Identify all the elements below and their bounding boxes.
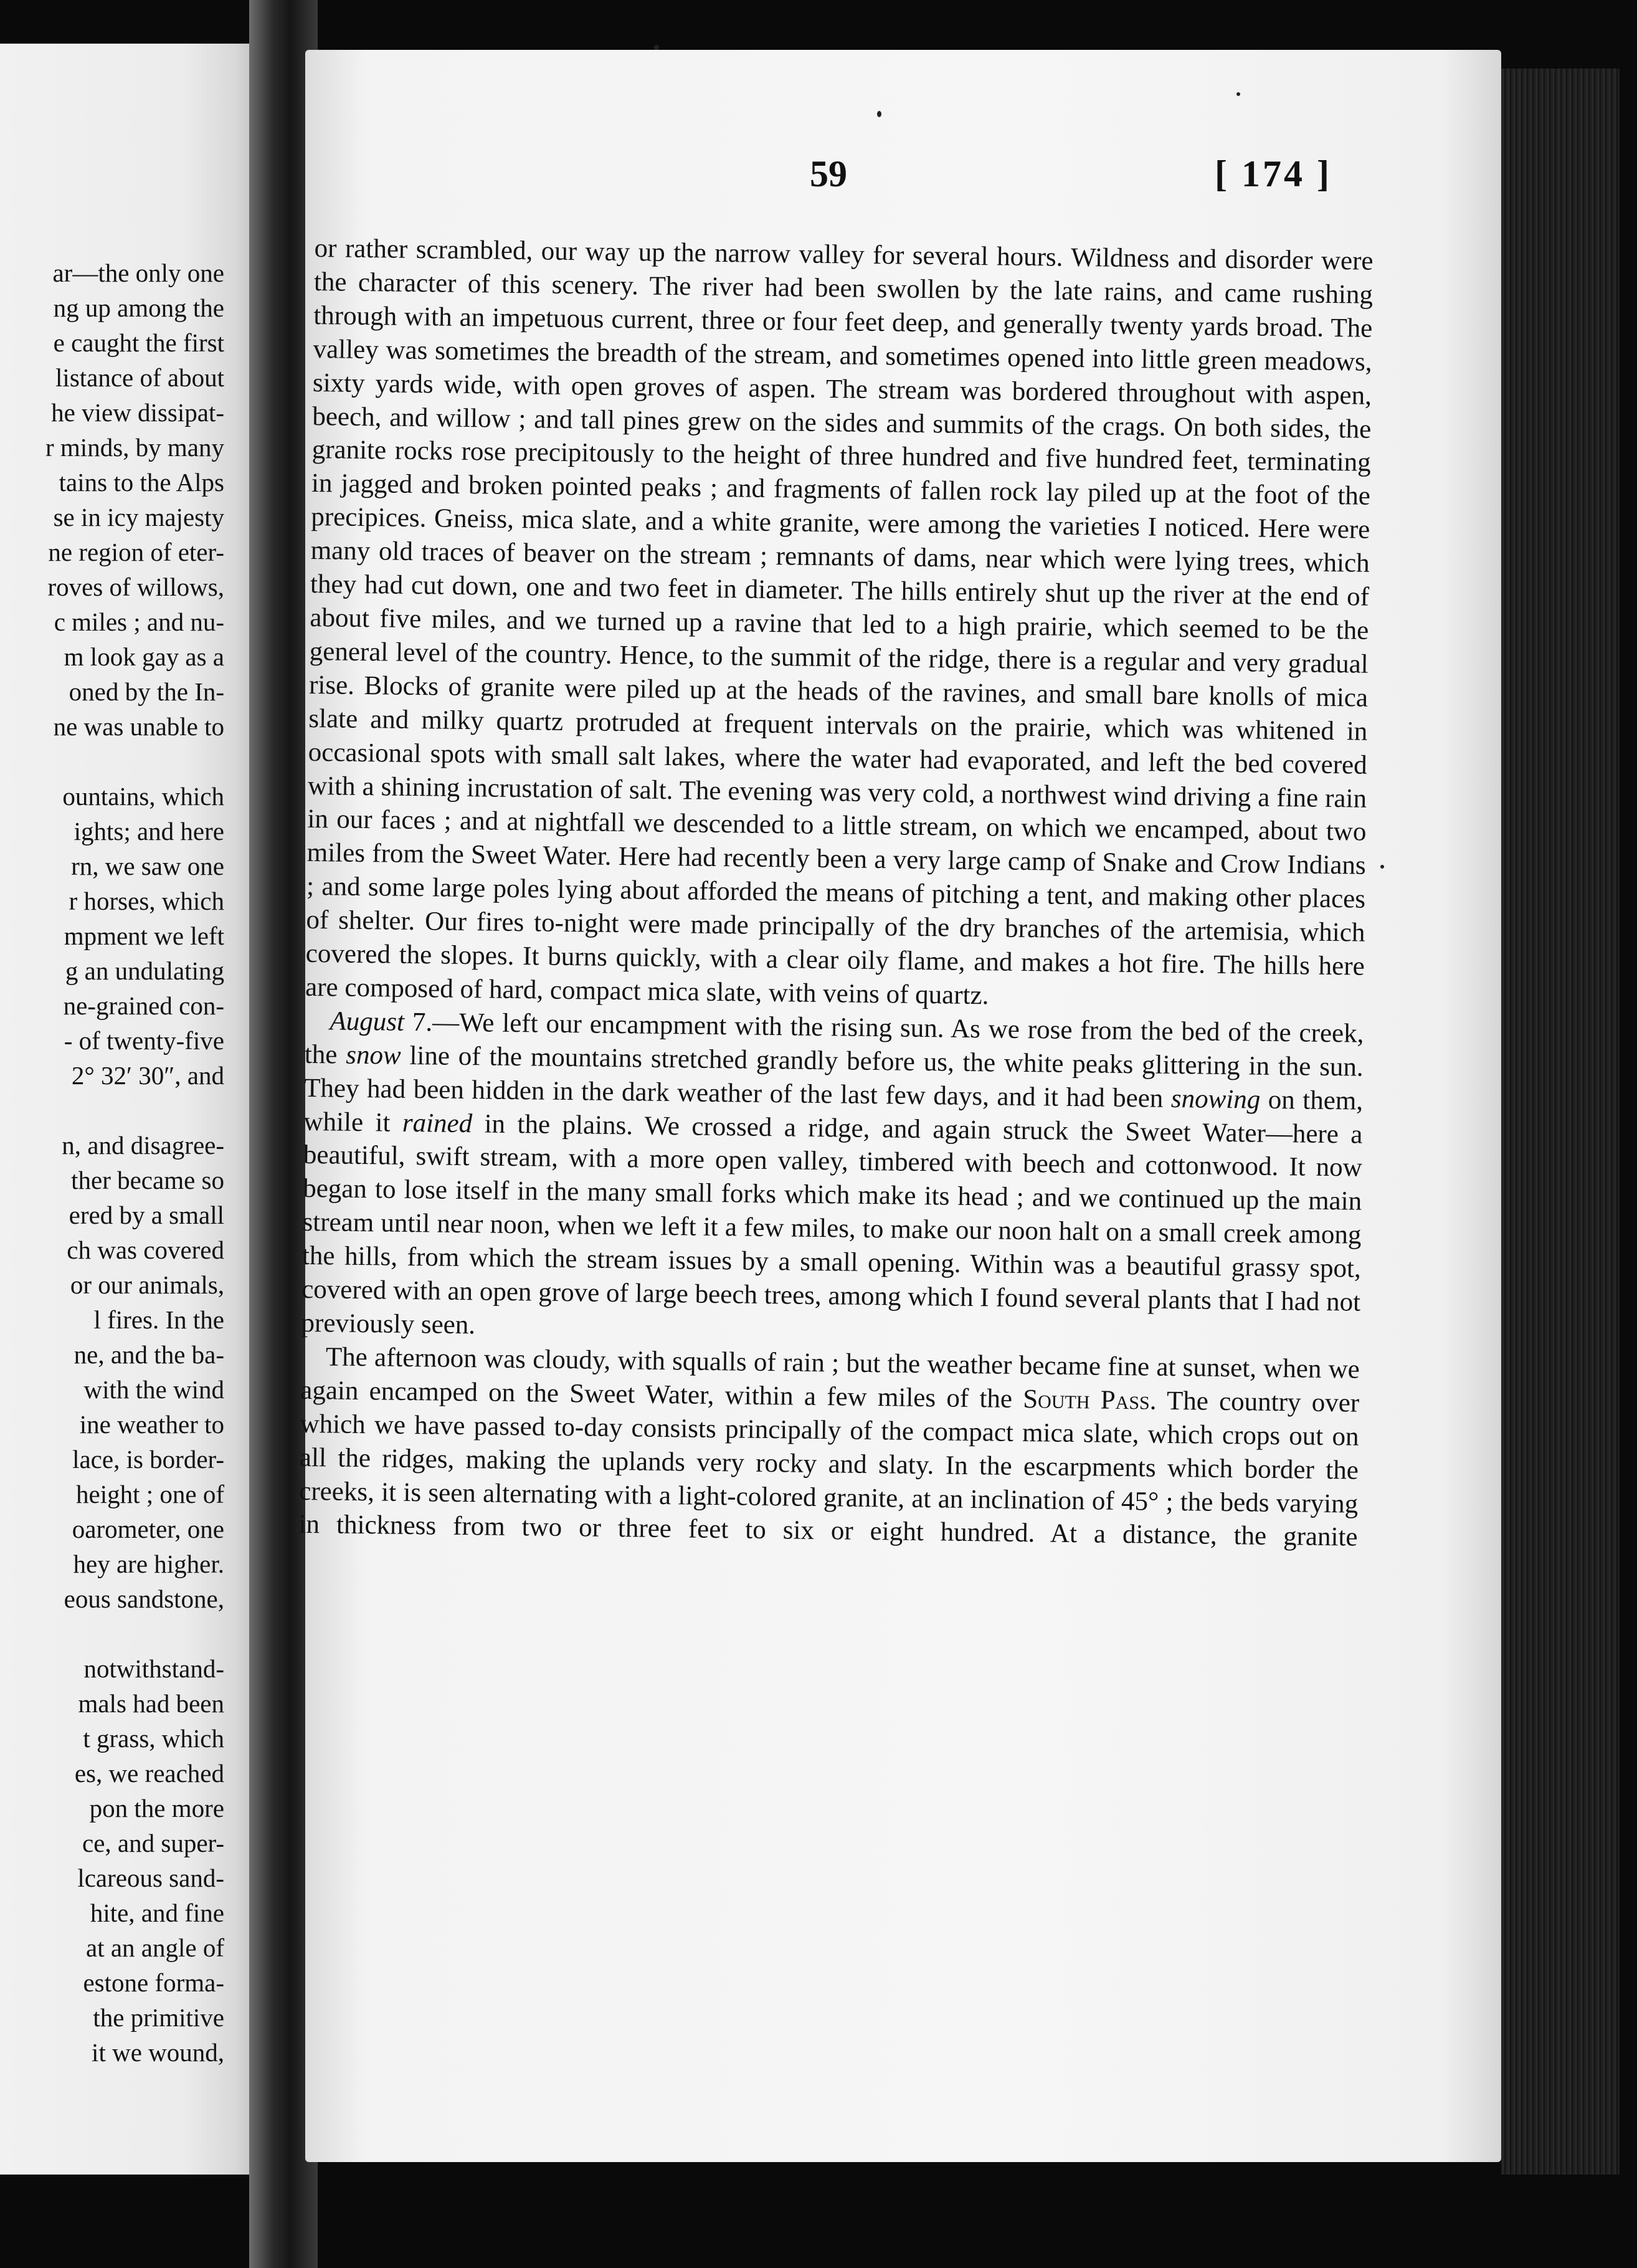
left-page-line: it we wound, bbox=[92, 2038, 224, 2067]
left-page-line: 2° 32′ 30″, and bbox=[71, 1061, 224, 1090]
left-page-line: or our animals, bbox=[70, 1270, 224, 1299]
left-page-line: he view dissipat- bbox=[51, 398, 224, 427]
left-page-line: ountains, which bbox=[62, 782, 224, 811]
left-page-line: c miles ; and nu- bbox=[54, 608, 224, 636]
left-page-line: pon the more bbox=[89, 1794, 224, 1822]
left-page-line: ne was unable to bbox=[53, 712, 224, 741]
emphasis-snowing: snowing bbox=[1170, 1084, 1261, 1115]
left-page-line: lace, is border- bbox=[72, 1445, 224, 1474]
left-page-line bbox=[0, 744, 224, 779]
left-page-line: ther became so bbox=[71, 1166, 224, 1194]
sheet-number: [ 174 ] bbox=[1215, 153, 1332, 194]
left-page-line: at an angle of bbox=[86, 1933, 224, 1962]
left-page-line: ne-grained con- bbox=[63, 991, 224, 1020]
left-page-line: eous sandstone, bbox=[64, 1584, 224, 1613]
left-page-line: m look gay as a bbox=[64, 642, 224, 671]
left-page-line: mals had been bbox=[78, 1689, 224, 1718]
left-page-line: se in icy majesty bbox=[53, 503, 224, 531]
left-page-line: ng up among the bbox=[53, 293, 224, 322]
left-page-line: ne, and the ba- bbox=[74, 1340, 224, 1369]
emphasis-rained: rained bbox=[402, 1108, 473, 1138]
ink-speck bbox=[654, 45, 659, 50]
left-page-line: height ; one of bbox=[76, 1480, 224, 1508]
left-page-line: hite, and fine bbox=[90, 1899, 224, 1927]
left-page bbox=[0, 44, 262, 2175]
left-page-text bbox=[0, 255, 224, 2070]
left-page-line: ine weather to bbox=[79, 1410, 224, 1439]
paragraph: or rather scrambled, our way up the narrow valley for several hours. Wildness and disorder were the character of this scenery. The river had been swollen by the late rains, and came rushing through with an impetuous current, three or four feet deep, and generally twenty yards broad. The valley was sometimes the breadth of the stream, and sometimes opened into little green meadows, sixty yards wide, with open groves of aspen. The stream was bordered throughout with aspen, beech, and willow ; and tall pines grew on the sides and summits of the crags. On both sides, the granite rocks rose precipitously to the height of three hundred and five hundred feet, terminating in jagged and broken pointed peaks ; and fragments of fallen rock lay piled up at the foot of the precipices. Gneiss, mica slate, and a white granite, were among the varieties I noticed. Here were many old traces of beaver on the stream ; remnants of dams, near which were lying trees, which they had cut down, one and two feet in diameter. The hills entirely shut up the river at the end of about five miles, and we turned up a ravine that led to a high prairie, which seemed to be the general level of the country. Hence, to the summit of the ridge, there is a regular and very gradual rise. Blocks of granite were piled up at the heads of the ravines, and small bare knolls of mica slate and milky quartz protruded at frequent intervals on the prairie, which was whitened in occasional spots with small salt lakes, where the water had evaporated, and left the bed covered with a shining incrustation of salt. The evening was very cold, a northwest wind driving a fine rain in our faces ; and at nightfall we descended to a little stream, on which we encamped, about two miles from the Sweet Water. Here had recently been a very large camp of Snake and Crow Indians ; and some large poles lying about afforded the means of pitching a tent, and making other places of shelter. Our fires to-night were made principally of the dry branches of the artemisia, which covered the slopes. It burns quickly, with a clear oily flame, and makes a hot fire. The hills here are composed of hard, compact mica slate, with veins of quartz. bbox=[305, 233, 1374, 1011]
paragraph-afternoon: The afternoon was cloudy, with squalls of rain ; but the weather became fine at sunset, when we again encamped on the Sweet Water, within a few miles of the South Pass. The country over which we have passed to-day consists principally of the compact mica slate, which crops out on all the ridges, making the uplands very rocky and slaty. In the escarpments which border the creeks, it is seen alternating with a light-colored granite, at an inclination of 45° ; the beds varying in thickness from two or three feet to six or eight hundred. At a distance, the granite bbox=[298, 1342, 1360, 1553]
ink-speck bbox=[1380, 865, 1384, 869]
left-page-line: hey are higher. bbox=[73, 1550, 224, 1578]
left-page-line: n, and disagree- bbox=[62, 1131, 224, 1160]
left-page-line: - of twenty-five bbox=[64, 1026, 224, 1055]
paragraph-august-7: August 7.—We left our encampment with the rising sun. As we rose from the bed of the creek, the snow line of the mountains stretched grandly before us, the white peaks glittering in the sun. They had been hidden in the dark weather of the last few days, and it had been snowing on them, while it rained in the plains. We crossed a ridge, and again struck the Sweet Water—here a beautiful, swift stream, with a more open valley, timbered with beech and cottonwood. It now began to lose itself in the many small forks which make its head ; and we continued up the main stream until near noon, when we left it a few miles, to make our noon halt on a small creek among the hills, from which the stream issues by a small opening. Within was a beautiful grassy spot, covered with an open grove of large beech trees, among which I found several plants that I had not previously seen. bbox=[301, 1006, 1364, 1340]
left-page-line: t grass, which bbox=[83, 1724, 224, 1753]
left-page-line: es, we reached bbox=[74, 1759, 224, 1788]
left-page-line: rn, we saw one bbox=[71, 852, 224, 880]
left-page-line: g an undulating bbox=[65, 956, 224, 985]
left-page-line: ered by a small bbox=[69, 1201, 224, 1229]
left-page-line: ar—the only one bbox=[52, 259, 224, 287]
date-label: August bbox=[330, 1006, 405, 1037]
page-number: 59 bbox=[810, 153, 847, 194]
left-page-line: notwithstand- bbox=[83, 1654, 224, 1683]
left-page-line bbox=[0, 1093, 224, 1128]
left-page-line: ch was covered bbox=[67, 1236, 224, 1264]
left-page-line: e caught the first bbox=[53, 328, 224, 357]
left-page-line: r minds, by many bbox=[45, 433, 224, 462]
left-page-line bbox=[0, 1616, 224, 1651]
left-page-line: with the wind bbox=[83, 1375, 224, 1404]
left-page-line: oarometer, one bbox=[72, 1515, 224, 1543]
left-page-line: l fires. In the bbox=[93, 1305, 224, 1334]
south-pass-label: South Pass bbox=[1023, 1384, 1151, 1416]
left-page-line: oned by the In- bbox=[69, 677, 224, 706]
left-page-line: ce, and super- bbox=[82, 1829, 224, 1857]
left-page-line: listance of about bbox=[55, 363, 224, 392]
page-edges bbox=[1501, 69, 1620, 2175]
left-page-line: roves of willows, bbox=[47, 573, 224, 601]
left-page-line: r horses, which bbox=[69, 887, 224, 915]
left-page-line: lcareous sand- bbox=[77, 1864, 224, 1892]
left-page-line: the primitive bbox=[93, 2003, 224, 2032]
left-page-line: estone forma- bbox=[83, 1968, 224, 1997]
ink-speck bbox=[1236, 92, 1240, 96]
ink-speck bbox=[877, 111, 881, 117]
emphasis-snow: snow bbox=[345, 1040, 401, 1070]
left-page-line: mpment we left bbox=[64, 922, 224, 950]
left-page-line: ights; and here bbox=[74, 817, 224, 846]
left-page-line: ne region of eter- bbox=[48, 538, 224, 566]
left-page-line: tains to the Alps bbox=[59, 468, 224, 497]
body-text bbox=[298, 232, 1374, 1555]
